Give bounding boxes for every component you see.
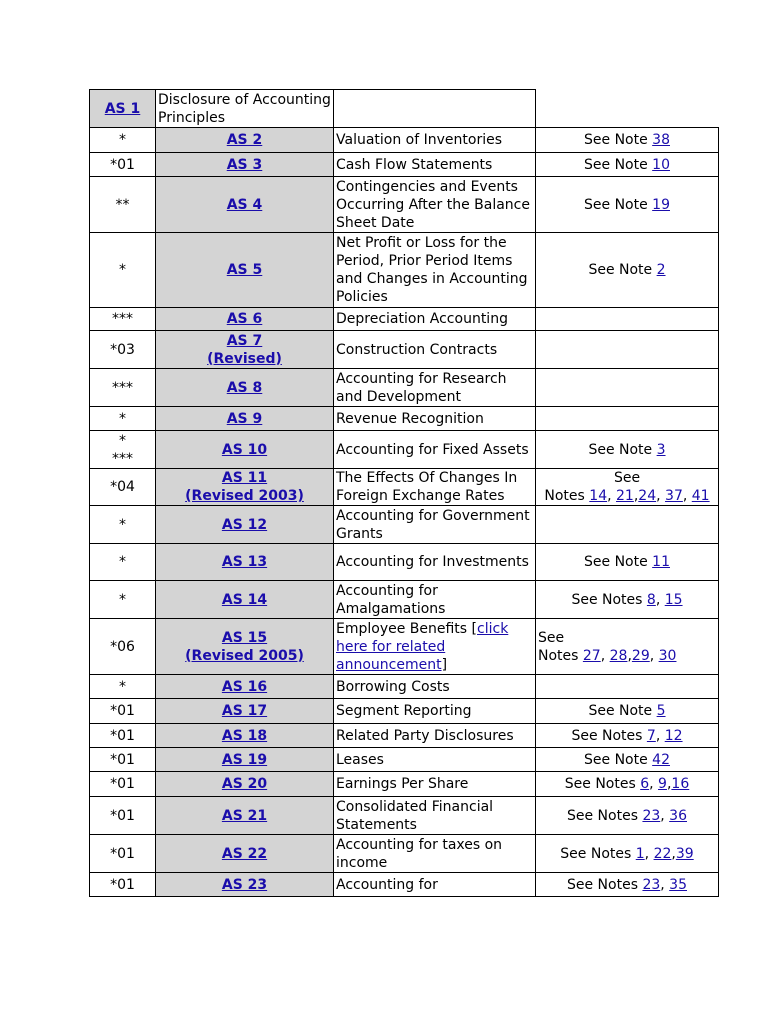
table-row — [90, 308, 719, 331]
standard-title: Valuation of Inventories — [336, 132, 503, 148]
standard-link[interactable]: AS 10 — [221, 441, 268, 458]
note-link[interactable]: 42 — [652, 751, 670, 768]
table-row — [90, 544, 719, 581]
accounting-standards-table — [89, 89, 719, 897]
standard-link[interactable]: AS 1 — [104, 100, 141, 117]
title-cell — [334, 407, 536, 431]
status-code: *01 — [110, 876, 135, 893]
notes-prefix: See Note — [584, 196, 653, 213]
notes-prefix: See Note — [588, 262, 657, 278]
note-link[interactable]: 12 — [664, 727, 683, 744]
standard-title: The Effects Of Changes In Foreign Exchange Rates — [336, 470, 518, 504]
table-row — [90, 724, 719, 748]
title-cell — [334, 431, 536, 469]
standard-cell — [156, 873, 334, 897]
notes-prefix: See — [613, 470, 641, 486]
code-cell — [90, 469, 156, 506]
note-link[interactable]: 24 — [638, 488, 657, 504]
code-cell — [90, 748, 156, 772]
standard-title: Accounting for — [336, 876, 438, 893]
note-separator: , — [655, 727, 665, 744]
notes-prefix: See Note — [584, 554, 653, 570]
notes-prefix: See Notes — [571, 727, 647, 744]
notes-cell — [536, 835, 719, 873]
standard-title: Related Party Disclosures — [336, 727, 514, 744]
title-cell — [334, 469, 536, 506]
status-code: * — [119, 554, 126, 570]
standard-cell — [156, 177, 334, 233]
standard-link[interactable]: AS 14 — [221, 591, 268, 608]
note-link[interactable]: 2 — [656, 262, 666, 278]
note-link[interactable]: 39 — [675, 845, 694, 862]
note-link[interactable]: 29 — [631, 647, 650, 664]
title-cell — [334, 177, 536, 233]
standard-cell — [90, 90, 156, 128]
code-cell — [90, 308, 156, 331]
note-link[interactable]: 23 — [642, 807, 661, 824]
notes-prefix-secondary: Notes — [538, 647, 583, 664]
standard-cell — [156, 748, 334, 772]
standard-link[interactable]: AS 9 — [226, 410, 263, 427]
note-link[interactable]: 23 — [642, 876, 661, 893]
notes-cell — [536, 369, 719, 407]
title-cell — [334, 128, 536, 153]
status-code: *04 — [110, 479, 135, 495]
status-code: * — [119, 432, 126, 449]
standard-link[interactable]: AS 2 — [226, 132, 263, 148]
note-link[interactable]: 37 — [665, 488, 683, 504]
table-row — [90, 177, 719, 233]
code-cell — [90, 431, 156, 469]
standard-cell — [156, 699, 334, 724]
standard-cell — [156, 431, 334, 469]
status-code: *01 — [110, 156, 135, 173]
standard-title: Accounting for Fixed Assets — [336, 441, 529, 458]
standard-revision-link[interactable]: (Revised) — [207, 350, 282, 367]
note-separator: , — [633, 488, 639, 504]
standard-cell — [156, 797, 334, 835]
note-separator: , — [644, 845, 654, 862]
notes-cell — [536, 748, 719, 772]
table-row — [90, 699, 719, 724]
note-link[interactable]: 15 — [664, 591, 683, 608]
standard-title: Cash Flow Statements — [336, 156, 493, 173]
table-row — [90, 797, 719, 835]
standard-link[interactable]: AS 11 — [221, 470, 268, 486]
code-cell — [90, 128, 156, 153]
title-cell — [334, 797, 536, 835]
standard-link[interactable]: AS 6 — [226, 311, 263, 327]
title-cell — [334, 544, 536, 581]
note-separator: , — [600, 647, 610, 664]
code-cell — [90, 544, 156, 581]
standard-title: Disclosure of Accounting Principles — [158, 91, 331, 126]
notes-cell — [536, 675, 719, 699]
notes-cell — [536, 699, 719, 724]
note-link[interactable]: 10 — [652, 156, 670, 173]
standard-title: Leases — [336, 751, 384, 768]
standard-cell — [156, 619, 334, 675]
table-row — [90, 331, 719, 369]
notes-cell — [536, 772, 719, 797]
standard-title: Contingencies and Events Occurring After the Balance Sheet Date — [336, 178, 530, 231]
standard-cell — [156, 675, 334, 699]
standard-cell — [156, 407, 334, 431]
title-cell — [334, 748, 536, 772]
title-cell — [334, 153, 536, 177]
standard-title: Depreciation Accounting — [336, 311, 508, 327]
notes-cell — [536, 619, 719, 675]
status-code: *01 — [110, 703, 135, 719]
notes-prefix: See Note — [584, 751, 653, 768]
table-row — [90, 469, 719, 506]
notes-cell — [536, 431, 719, 469]
note-separator: , — [655, 591, 665, 608]
table-row — [90, 873, 719, 897]
standard-title: Accounting for Government Grants — [336, 507, 530, 542]
table-row — [90, 369, 719, 407]
title-cell — [334, 308, 536, 331]
standard-cell — [156, 469, 334, 506]
note-link[interactable]: 35 — [669, 876, 687, 893]
note-link[interactable]: 11 — [652, 554, 670, 570]
table-row — [90, 153, 719, 177]
table-row — [90, 748, 719, 772]
standard-cell — [156, 581, 334, 619]
note-separator: , — [666, 776, 672, 792]
note-separator: , — [649, 776, 659, 792]
standard-cell — [156, 331, 334, 369]
standard-link[interactable]: AS 8 — [226, 379, 263, 396]
notes-prefix: See Notes — [571, 591, 647, 608]
table-row — [90, 835, 719, 873]
status-code: *** — [112, 379, 133, 396]
notes-cell — [536, 407, 719, 431]
note-separator: , — [649, 647, 659, 664]
blank-cell — [334, 90, 536, 128]
table-row — [90, 675, 719, 699]
code-cell — [90, 675, 156, 699]
notes-prefix: See Note — [584, 156, 653, 173]
standard-title: Earnings Per Share — [336, 776, 469, 792]
standard-link[interactable]: AS 20 — [221, 776, 268, 792]
table-row — [90, 233, 719, 308]
note-link[interactable]: 41 — [691, 488, 710, 504]
standard-cell — [156, 544, 334, 581]
code-cell — [90, 506, 156, 544]
code-cell — [90, 835, 156, 873]
standard-cell — [156, 835, 334, 873]
standard-link[interactable]: AS 23 — [221, 876, 268, 893]
standard-link[interactable]: AS 18 — [221, 727, 268, 744]
status-code: *03 — [110, 341, 135, 358]
status-code: * — [119, 132, 126, 148]
notes-prefix: See Notes — [566, 807, 643, 824]
standard-link[interactable]: AS 3 — [226, 156, 263, 173]
note-link[interactable]: 27 — [582, 647, 601, 664]
notes-cell — [536, 873, 719, 897]
title-cell — [156, 90, 334, 128]
note-separator: , — [660, 807, 670, 824]
standard-cell — [156, 233, 334, 308]
notes-cell — [536, 331, 719, 369]
standard-link[interactable]: AS 22 — [221, 845, 268, 862]
standard-link[interactable]: AS 21 — [221, 807, 268, 824]
standard-link[interactable]: AS 12 — [221, 516, 268, 533]
note-link[interactable]: 14 — [589, 488, 608, 504]
title-cell — [334, 699, 536, 724]
title-cell — [334, 506, 536, 544]
code-cell — [90, 619, 156, 675]
title-suffix: ] — [441, 656, 448, 673]
announcement-link[interactable]: click here for related announcement — [336, 620, 509, 673]
table-row — [90, 581, 719, 619]
code-cell — [90, 177, 156, 233]
standard-link[interactable]: AS 4 — [226, 196, 263, 213]
standard-title: Consolidated Financial Statements — [336, 798, 494, 833]
code-cell — [90, 153, 156, 177]
note-link[interactable]: 1 — [635, 845, 645, 862]
notes-cell — [536, 506, 719, 544]
notes-cell — [536, 308, 719, 331]
standard-cell — [156, 153, 334, 177]
standard-revision-link[interactable]: (Revised 2005) — [185, 647, 304, 664]
standard-title: Construction Contracts — [336, 341, 498, 358]
note-link[interactable]: 16 — [671, 776, 690, 792]
empty-cell — [536, 90, 719, 128]
note-link[interactable]: 22 — [653, 845, 672, 862]
notes-prefix: See Notes — [560, 845, 636, 862]
standard-link[interactable]: AS 7 — [226, 332, 263, 349]
note-link[interactable]: 7 — [646, 727, 656, 744]
note-link[interactable]: 28 — [609, 647, 628, 664]
standard-cell — [156, 369, 334, 407]
standard-title: Borrowing Costs — [336, 678, 450, 695]
title-cell — [334, 873, 536, 897]
standard-cell — [156, 128, 334, 153]
title-cell — [334, 675, 536, 699]
note-link[interactable]: 36 — [669, 807, 687, 824]
note-link[interactable]: 8 — [646, 591, 656, 608]
notes-prefix-secondary: Notes — [544, 488, 590, 504]
status-code: * — [119, 410, 126, 427]
title-cell — [334, 581, 536, 619]
standard-link[interactable]: AS 5 — [226, 262, 263, 278]
note-link[interactable]: 19 — [652, 196, 670, 213]
note-separator: , — [656, 488, 666, 504]
standard-revision-link[interactable]: (Revised 2003) — [185, 488, 304, 504]
note-separator: , — [682, 488, 692, 504]
note-link[interactable]: 5 — [656, 703, 666, 719]
code-cell — [90, 331, 156, 369]
notes-prefix: See Notes — [564, 776, 641, 792]
title-cell — [334, 619, 536, 675]
note-link[interactable]: 9 — [658, 776, 667, 792]
standard-title: Net Profit or Loss for the Period, Prior Period Items and Changes in Accounting Policies — [336, 235, 528, 305]
standard-title: Segment Reporting — [336, 703, 472, 719]
status-code: *01 — [110, 845, 135, 862]
standard-title: Accounting for Research and Development — [336, 370, 507, 405]
standard-cell — [156, 506, 334, 544]
standard-title: Employee Benefits [ — [336, 620, 478, 637]
note-separator: , — [660, 876, 670, 893]
standard-link[interactable]: AS 16 — [221, 678, 268, 695]
table-row — [90, 506, 719, 544]
status-code: * — [119, 591, 126, 608]
title-cell — [334, 233, 536, 308]
status-code: *06 — [110, 638, 135, 655]
notes-cell — [536, 233, 719, 308]
status-code: * — [119, 516, 126, 533]
note-link[interactable]: 38 — [652, 132, 670, 148]
standard-title: Accounting for taxes on income — [336, 836, 503, 871]
standard-title: Accounting for Investments — [336, 554, 529, 570]
status-code-secondary: *** — [112, 450, 133, 467]
standard-link[interactable]: AS 15 — [221, 629, 268, 646]
status-code: *01 — [110, 751, 135, 768]
standard-link[interactable]: AS 13 — [221, 554, 268, 570]
title-cell — [334, 331, 536, 369]
standard-link[interactable]: AS 17 — [221, 703, 268, 719]
notes-prefix: See Note — [584, 132, 653, 148]
code-cell — [90, 797, 156, 835]
notes-cell — [536, 544, 719, 581]
notes-cell — [536, 469, 719, 506]
table-row — [90, 619, 719, 675]
notes-cell — [536, 128, 719, 153]
code-cell — [90, 581, 156, 619]
notes-cell — [536, 724, 719, 748]
note-separator: , — [627, 647, 632, 664]
standard-cell — [156, 724, 334, 748]
standard-cell — [156, 772, 334, 797]
table-row — [90, 431, 719, 469]
notes-cell — [536, 797, 719, 835]
note-separator: , — [671, 845, 676, 862]
code-cell — [90, 233, 156, 308]
note-separator: , — [607, 488, 617, 504]
code-cell — [90, 724, 156, 748]
notes-prefix: See — [538, 629, 565, 646]
notes-prefix: See Note — [588, 441, 657, 458]
status-code: ** — [115, 196, 130, 213]
note-link[interactable]: 6 — [640, 776, 650, 792]
notes-cell — [536, 177, 719, 233]
code-cell — [90, 407, 156, 431]
status-code: *01 — [110, 807, 135, 824]
notes-prefix: See Note — [588, 703, 657, 719]
standard-title: Accounting for Amalgamations — [336, 582, 446, 617]
title-cell — [334, 835, 536, 873]
title-cell — [334, 369, 536, 407]
status-code: *01 — [110, 776, 135, 792]
title-cell — [334, 724, 536, 748]
table-row — [90, 90, 719, 128]
table-row — [90, 128, 719, 153]
table-row — [90, 407, 719, 431]
code-cell — [90, 699, 156, 724]
note-link[interactable]: 30 — [658, 647, 677, 664]
table-row — [90, 772, 719, 797]
status-code: * — [119, 262, 126, 278]
status-code: *01 — [110, 727, 135, 744]
code-cell — [90, 873, 156, 897]
status-code: * — [119, 678, 126, 695]
note-link[interactable]: 3 — [656, 441, 666, 458]
standard-cell — [156, 308, 334, 331]
code-cell — [90, 369, 156, 407]
notes-cell — [536, 581, 719, 619]
table-body — [90, 90, 719, 897]
title-cell — [334, 772, 536, 797]
status-code: *** — [112, 311, 133, 327]
code-cell — [90, 772, 156, 797]
standard-link[interactable]: AS 19 — [221, 751, 268, 768]
note-link[interactable]: 21 — [616, 488, 634, 504]
notes-cell — [536, 153, 719, 177]
notes-prefix: See Notes — [566, 876, 643, 893]
standard-title: Revenue Recognition — [336, 410, 484, 427]
